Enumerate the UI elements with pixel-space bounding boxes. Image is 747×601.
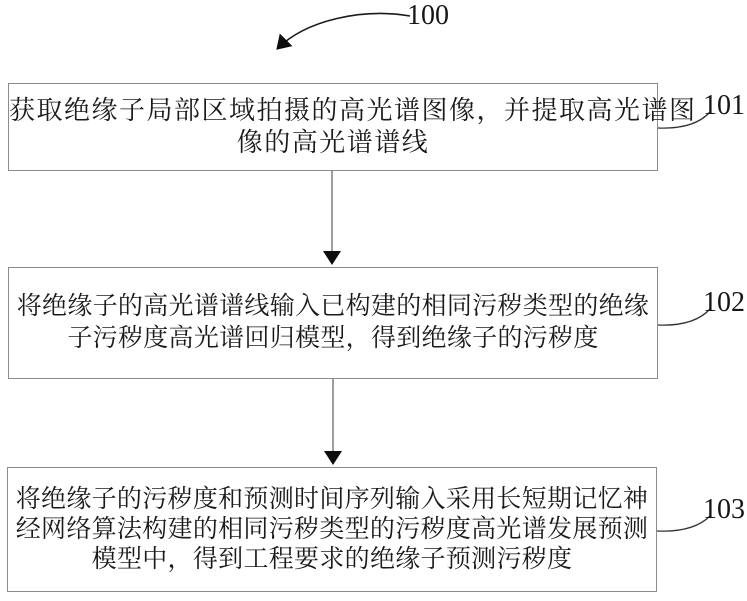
figure-reference-label: 100 (407, 0, 449, 31)
step-101-text-line-2: 像的高光谱谱线 (236, 128, 430, 157)
step-box-103 (7, 467, 657, 592)
step-box-102 (8, 267, 658, 379)
step-102-reference-label: 102 (703, 287, 745, 318)
step-102-text-line-1: 将绝缘子的高光谱谱线输入已构建的相同污秽类型的绝缘 (16, 293, 650, 320)
step-103-text-line-1: 将绝缘子的污秽度和预测时间序列输入采用长短期记忆神 (15, 485, 649, 513)
step-102-text-line-2: 子污秽度高光谱回归模型，得到绝缘子的污秽度 (67, 325, 599, 352)
ref-100-arrow (277, 14, 410, 49)
step-103-text-line-3: 模型中，得到工程要求的绝缘子预测污秽度 (91, 545, 573, 573)
step-box-101 (8, 83, 697, 171)
step-103-text-line-2: 经网络算法构建的相同污秽类型的污秽度高光谱发展预测 (15, 515, 649, 543)
step-101-text-line-1: 获取绝缘子局部区域拍摄的高光谱图像，并提取高光谱图 (9, 96, 697, 125)
step-103-reference-label: 103 (703, 494, 745, 525)
step-101-reference-label: 101 (703, 90, 745, 121)
